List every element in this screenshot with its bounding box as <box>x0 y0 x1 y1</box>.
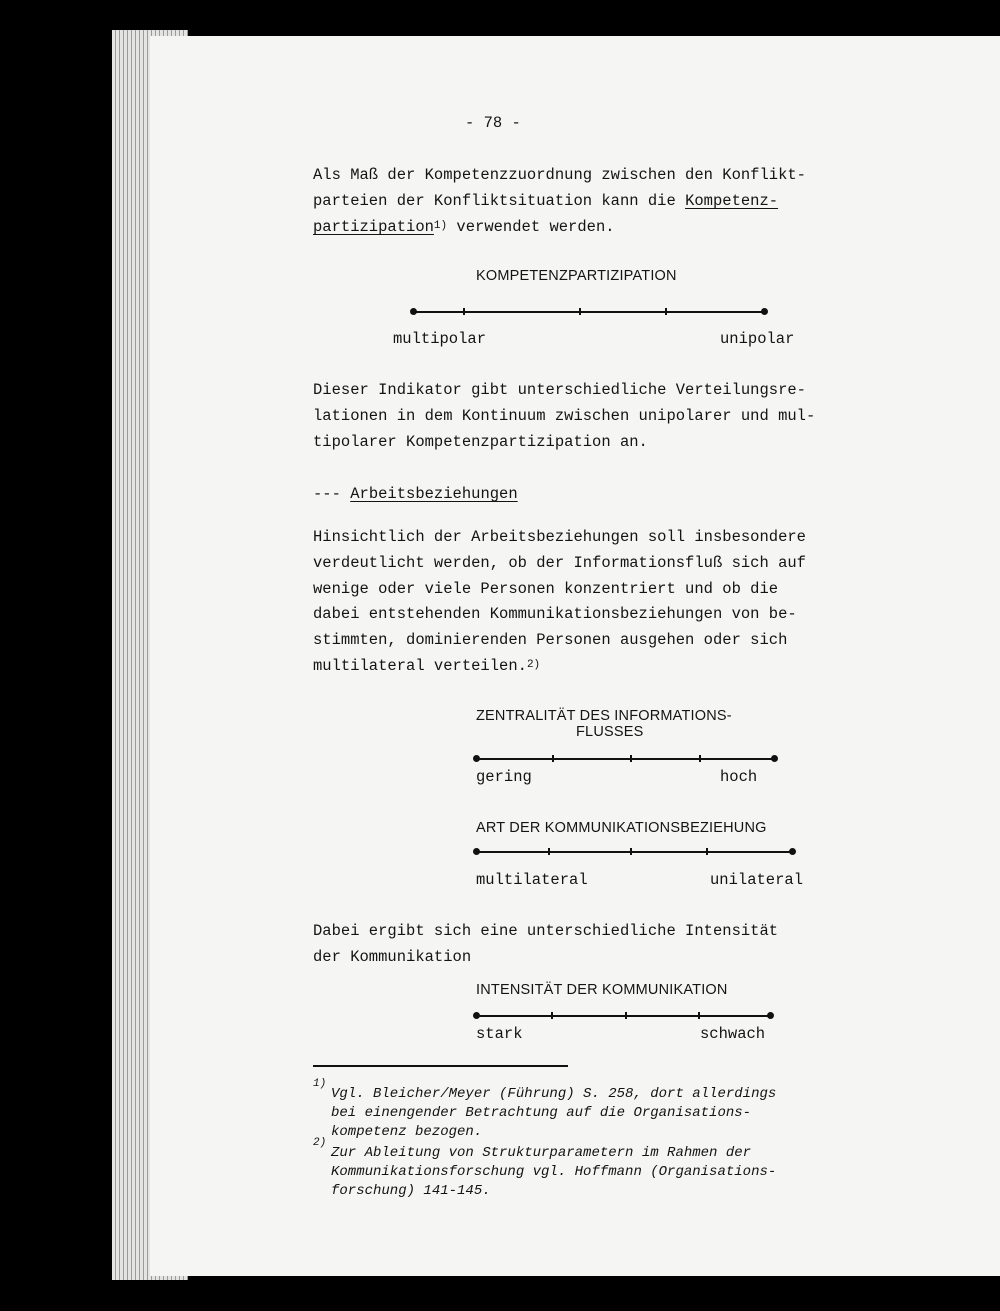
footnote-1-line-2: bei einengender Betrachtung auf die Organisations- <box>331 1105 752 1121</box>
scale-tick <box>552 755 554 762</box>
scale-tick <box>630 848 632 855</box>
scale-2-left-label: gering <box>476 768 532 786</box>
section-heading-text: Arbeitsbeziehungen <box>350 485 518 503</box>
scale-tick <box>548 848 550 855</box>
paragraph-3-line-4: dabei entstehenden Kommunikationsbeziehungen von be- <box>313 605 797 623</box>
scale-end-dot <box>410 308 417 315</box>
scale-end-dot <box>761 308 768 315</box>
scale-2-title-line-2: FLUSSES <box>576 724 644 740</box>
scale-1-left-label: multipolar <box>393 330 487 348</box>
paragraph-3-line-5: stimmten, dominierenden Personen ausgehen oder sich <box>313 631 788 649</box>
section-dashes: --- <box>313 485 351 503</box>
underlined-term: partizipation <box>313 218 434 236</box>
paragraph-3-line-6 <box>313 653 540 679</box>
scale-tick <box>665 308 667 315</box>
scale-4-right-label: schwach <box>700 1025 766 1043</box>
scale-line <box>476 851 792 853</box>
paragraph-2-line-2: lationen in dem Kontinuum zwischen unipolarer und mul- <box>313 407 816 425</box>
scale-tick <box>706 848 708 855</box>
footnote-2-line-3: forschung) 141-145. <box>331 1183 491 1199</box>
section-heading <box>313 481 518 507</box>
scale-tick <box>551 1012 553 1019</box>
paragraph-4-line-2: der Kommunikation <box>313 948 472 966</box>
scale-3-title: ART DER KOMMUNIKATIONSBEZIEHUNG <box>476 820 767 836</box>
scale-2-right-label: hoch <box>720 768 758 786</box>
text-span: multilateral verteilen. <box>313 657 527 675</box>
footnote-1-line-1: Vgl. Bleicher/Meyer (Führung) S. 258, dort allerdings <box>331 1086 777 1102</box>
paragraph-3-line-2: verdeutlicht werden, ob der Informationsfluß sich auf <box>313 554 806 572</box>
scale-line <box>413 311 764 313</box>
scale-1 <box>413 308 764 316</box>
footnote-1-line-3: kompetenz bezogen. <box>331 1124 483 1140</box>
scale-4-left-label: stark <box>476 1025 523 1043</box>
scale-tick <box>463 308 465 315</box>
scale-end-dot <box>789 848 796 855</box>
scale-tick <box>579 308 581 315</box>
footnote-divider <box>313 1065 568 1067</box>
paragraph-1-line-3 <box>313 214 615 240</box>
scale-3-left-label: multilateral <box>476 871 588 889</box>
paragraph-3-line-3: wenige oder viele Personen konzentriert und ob die <box>313 580 779 598</box>
scale-2 <box>476 755 774 763</box>
scale-tick <box>698 1012 700 1019</box>
scale-end-dot <box>767 1012 774 1019</box>
scale-line <box>476 1015 770 1017</box>
paragraph-1-line-2 <box>313 188 778 214</box>
scale-2-title-line-1: ZENTRALITÄT DES INFORMATIONS- <box>476 708 732 724</box>
scale-4-title: INTENSITÄT DER KOMMUNIKATION <box>476 982 728 998</box>
footnote-1-marker: 1) <box>313 1078 327 1090</box>
text-span: verwendet werden. <box>447 218 615 236</box>
scale-tick <box>699 755 701 762</box>
scale-end-dot <box>473 755 480 762</box>
footnote-2-line-1: Zur Ableitung von Strukturparametern im Rahmen der <box>331 1145 752 1161</box>
paragraph-4-line-1: Dabei ergibt sich eine unterschiedliche Intensität <box>313 922 779 940</box>
scale-end-dot <box>473 1012 480 1019</box>
underlined-term: Kompetenz- <box>685 192 779 210</box>
scale-end-dot <box>771 755 778 762</box>
scale-3 <box>476 848 792 856</box>
scale-4 <box>476 1012 770 1020</box>
scale-end-dot <box>473 848 480 855</box>
paragraph-3-line-1: Hinsichtlich der Arbeitsbeziehungen soll insbesondere <box>313 528 806 546</box>
text-span: parteien der Konfliktsituation kann die <box>313 192 686 210</box>
scale-line <box>476 758 774 760</box>
footnote-ref-2: 2) <box>526 659 541 671</box>
paragraph-2-line-3: tipolarer Kompetenzpartizipation an. <box>313 433 648 451</box>
scale-tick <box>630 755 632 762</box>
paragraph-2-line-1: Dieser Indikator gibt unterschiedliche Verteilungsre- <box>313 381 806 399</box>
scale-tick <box>625 1012 627 1019</box>
page-number: - 78 - <box>465 114 521 132</box>
scale-1-right-label: unipolar <box>720 330 795 348</box>
footnote-2-line-2: Kommunikationsforschung vgl. Hoffmann (Organisations- <box>331 1164 777 1180</box>
paragraph-1-line-1: Als Maß der Kompetenzzuordnung zwischen den Konflikt- <box>313 166 806 184</box>
footnote-2-marker: 2) <box>313 1137 327 1149</box>
scale-3-right-label: unilateral <box>710 871 804 889</box>
footnote-ref-1: 1) <box>433 220 448 232</box>
scale-1-title: KOMPETENZPARTIZIPATION <box>476 268 677 284</box>
